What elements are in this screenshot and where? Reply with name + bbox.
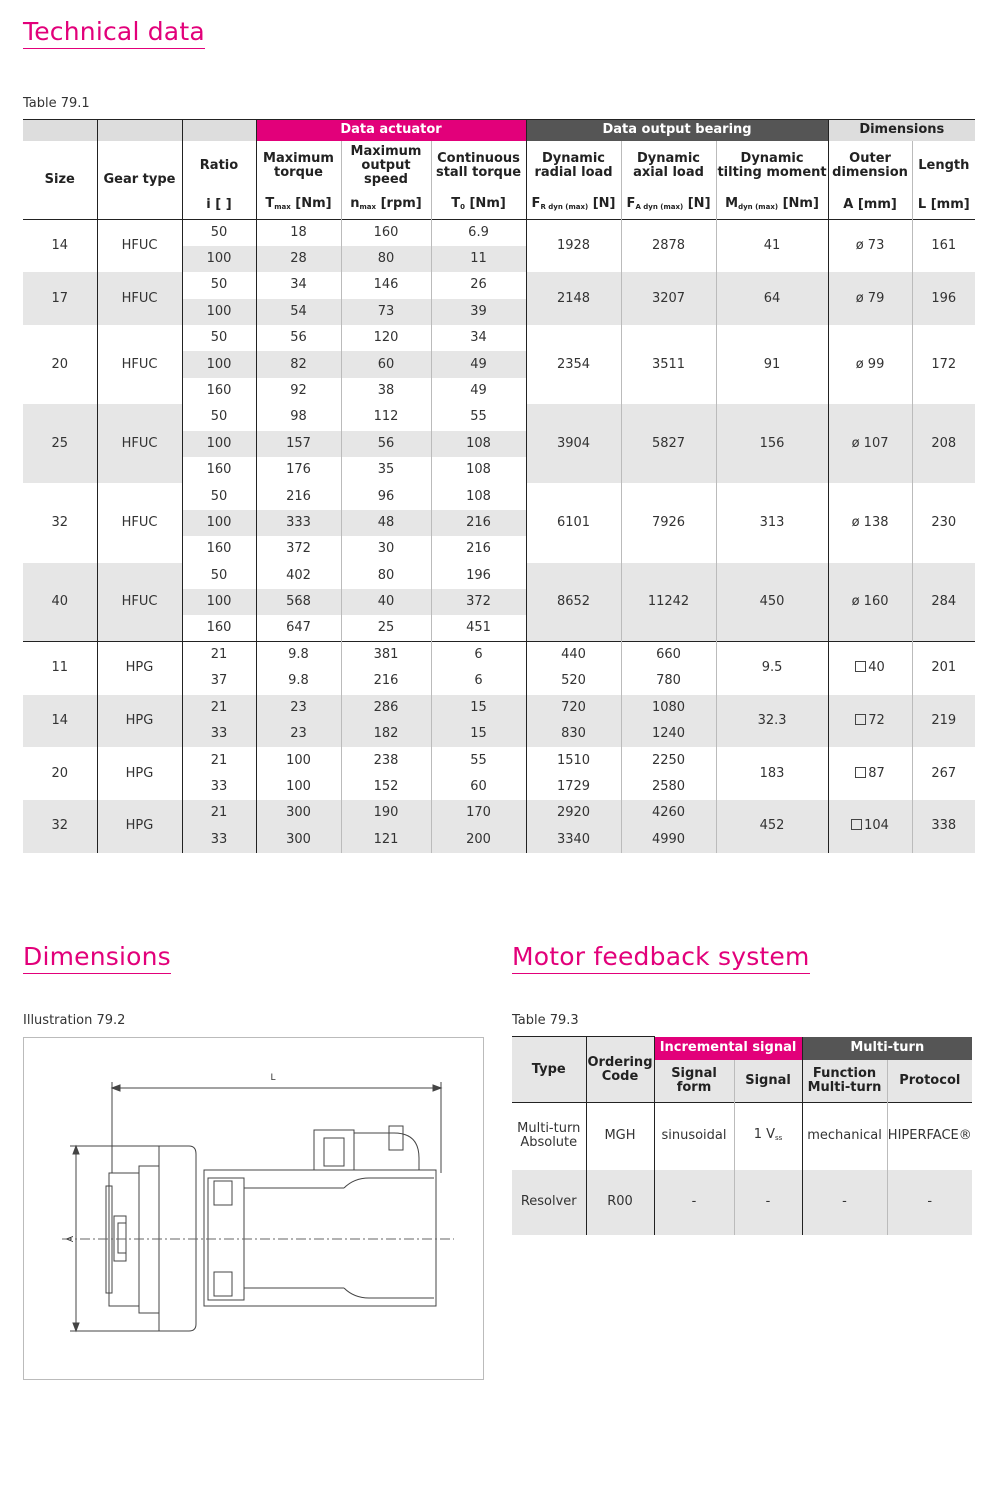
- cell-max-speed: 182: [341, 721, 431, 747]
- cell-outer-dimension: ø 79: [828, 272, 912, 325]
- unit-tilting: $M_{dyn (max)}$ [Nm]: [716, 192, 828, 220]
- cell-gear-type: HPG: [97, 695, 182, 748]
- unit-speed: $n_{max}$ [rpm]: [341, 192, 431, 220]
- cell-radial-load: 720: [526, 695, 621, 721]
- col-signal-form-header: Signal form: [654, 1060, 734, 1103]
- cell-max-speed: 96: [341, 483, 431, 509]
- illustration-79-2-caption: Illustration 79.2: [23, 1013, 126, 1028]
- cell-ratio: 160: [182, 536, 256, 562]
- col-axial-load-header: Dynamic axial load: [621, 141, 716, 192]
- cell-length: 196: [912, 272, 975, 325]
- cell-radial-load: 1729: [526, 774, 621, 800]
- cell-tilting-moment: 450: [716, 563, 828, 642]
- cell-length: 230: [912, 483, 975, 562]
- cell-max-speed: 121: [341, 826, 431, 852]
- cell-signal-form: sinusoidal: [654, 1103, 734, 1170]
- cell-tilting-moment: 41: [716, 220, 828, 273]
- cell-outer-dimension: ø 160: [828, 563, 912, 642]
- cell-ratio: 33: [182, 721, 256, 747]
- cell-axial-load: 2580: [621, 774, 716, 800]
- cell-radial-load: 3904: [526, 404, 621, 483]
- cell-stall-torque: 108: [431, 483, 526, 509]
- cell-size: 32: [23, 483, 97, 562]
- cell-stall-torque: 55: [431, 404, 526, 430]
- cell-max-torque: 372: [256, 536, 341, 562]
- cell-axial-load: 660: [621, 642, 716, 668]
- dimension-drawing: [23, 1037, 484, 1380]
- cell-axial-load: 4260: [621, 800, 716, 826]
- cell-outer-dimension: 72: [828, 695, 912, 748]
- cell-stall-torque: 26: [431, 272, 526, 298]
- cell-outer-dimension: 40: [828, 642, 912, 695]
- cell-stall-torque: 49: [431, 351, 526, 377]
- cell-radial-load: 1510: [526, 747, 621, 773]
- cell-axial-load: 7926: [621, 483, 716, 562]
- cell-ratio: 50: [182, 483, 256, 509]
- cell-gear-type: HFUC: [97, 483, 182, 562]
- cell-stall-torque: 60: [431, 774, 526, 800]
- unit-length: L [mm]: [912, 192, 975, 220]
- unit-radial: $F_{R dyn (max)}$ [N]: [526, 192, 621, 220]
- cell-max-speed: 38: [341, 378, 431, 404]
- cell-radial-load: 6101: [526, 483, 621, 562]
- cell-stall-torque: 39: [431, 299, 526, 325]
- square-symbol-icon: [855, 767, 866, 778]
- cell-size: 40: [23, 563, 97, 642]
- cell-ratio: 33: [182, 826, 256, 852]
- cell-code: R00: [586, 1170, 654, 1235]
- cell-axial-load: 2250: [621, 747, 716, 773]
- cell-outer-dimension: ø 73: [828, 220, 912, 273]
- cell-max-torque: 23: [256, 721, 341, 747]
- cell-max-torque: 56: [256, 325, 341, 351]
- cell-max-torque: 216: [256, 483, 341, 509]
- col-size-header: Size: [44, 171, 75, 187]
- cell-size: 20: [23, 747, 97, 800]
- cell-type: Multi-turn Absolute: [517, 1121, 581, 1151]
- table-row: [23, 220, 975, 246]
- col-ordering-code-header: Ordering Code: [586, 1037, 654, 1103]
- cell-length: 161: [912, 220, 975, 273]
- label-l: L: [270, 1073, 276, 1083]
- cell-radial-load: 2148: [526, 272, 621, 325]
- cell-length: 284: [912, 563, 975, 642]
- cell-code: MGH: [586, 1103, 654, 1170]
- cell-gear-type: HFUC: [97, 404, 182, 483]
- cell-max-torque: 157: [256, 431, 341, 457]
- technical-data-table: [23, 119, 975, 853]
- label-a: A: [66, 1235, 76, 1243]
- col-radial-load-header: Dynamic radial load: [526, 141, 621, 192]
- cell-axial-load: 1080: [621, 695, 716, 721]
- table-row: [23, 642, 975, 668]
- table-row: [23, 272, 975, 298]
- cell-ratio: 100: [182, 589, 256, 615]
- cell-gear-type: HFUC: [97, 272, 182, 325]
- unit-stall: $T_0$ [Nm]: [431, 192, 526, 220]
- cell-gear-type: HPG: [97, 747, 182, 800]
- cell-stall-torque: 108: [431, 431, 526, 457]
- cell-max-speed: 160: [341, 220, 431, 246]
- group-data-actuator: Data actuator: [256, 120, 526, 141]
- cell-max-torque: 647: [256, 615, 341, 641]
- square-symbol-icon: [855, 661, 866, 672]
- unit-axial: $F_{A dyn (max)}$ [N]: [621, 192, 716, 220]
- cell-ratio: 160: [182, 457, 256, 483]
- cell-max-speed: 73: [341, 299, 431, 325]
- unit-ratio: i [ ]: [182, 192, 256, 220]
- cell-axial-load: 5827: [621, 404, 716, 483]
- cell-max-torque: 54: [256, 299, 341, 325]
- cell-max-speed: 238: [341, 747, 431, 773]
- cell-tilting-moment: 183: [716, 747, 828, 800]
- col-stall-torque-header: Continuous stall torque: [431, 141, 526, 192]
- cell-length: 267: [912, 747, 975, 800]
- header-spacer: [23, 120, 97, 141]
- cell-stall-torque: 34: [431, 325, 526, 351]
- cell-size: 32: [23, 800, 97, 853]
- cell-max-torque: 333: [256, 510, 341, 536]
- table-row: [23, 404, 975, 430]
- cell-tilting-moment: 91: [716, 325, 828, 404]
- cell-max-speed: 190: [341, 800, 431, 826]
- table-row: [23, 695, 975, 721]
- col-signal-header: Signal: [734, 1060, 802, 1103]
- unit-torque: $T_{max}$ [Nm]: [256, 192, 341, 220]
- cell-radial-load: 2354: [526, 325, 621, 404]
- cell-max-speed: 216: [341, 668, 431, 694]
- cell-radial-load: 520: [526, 668, 621, 694]
- header-spacer: [97, 120, 182, 141]
- cell-stall-torque: 15: [431, 695, 526, 721]
- cell-length: 201: [912, 642, 975, 695]
- col-protocol-header: Protocol: [887, 1060, 972, 1103]
- table-row: [23, 800, 975, 826]
- cell-stall-torque: 108: [431, 457, 526, 483]
- cell-stall-torque: 216: [431, 510, 526, 536]
- cell-tilting-moment: 156: [716, 404, 828, 483]
- cell-max-torque: 28: [256, 246, 341, 272]
- col-length-header: Length: [912, 141, 975, 192]
- cell-max-speed: 286: [341, 695, 431, 721]
- actuator-drawing: [24, 1038, 483, 1379]
- cell-max-torque: 300: [256, 800, 341, 826]
- cell-outer-dimension: 104: [828, 800, 912, 853]
- cell-ratio: 100: [182, 431, 256, 457]
- cell-ratio: 100: [182, 351, 256, 377]
- cell-signal: -: [734, 1170, 802, 1235]
- cell-stall-torque: 6: [431, 668, 526, 694]
- cell-max-torque: 92: [256, 378, 341, 404]
- header-spacer: [182, 120, 256, 141]
- cell-max-speed: 112: [341, 404, 431, 430]
- cell-max-speed: 48: [341, 510, 431, 536]
- cell-axial-load: 11242: [621, 563, 716, 642]
- cell-size: 14: [23, 695, 97, 748]
- cell-tilting-moment: 452: [716, 800, 828, 853]
- cell-function: mechanical: [802, 1103, 887, 1170]
- cell-ratio: 33: [182, 774, 256, 800]
- table-row: [23, 747, 975, 773]
- cell-max-speed: 146: [341, 272, 431, 298]
- cell-size: 17: [23, 272, 97, 325]
- cell-radial-load: 440: [526, 642, 621, 668]
- cell-max-torque: 176: [256, 457, 341, 483]
- cell-ratio: 50: [182, 220, 256, 246]
- col-function-header: Function Multi-turn: [802, 1060, 887, 1103]
- cell-ratio: 50: [182, 563, 256, 589]
- table-row: [512, 1103, 972, 1170]
- cell-axial-load: 1240: [621, 721, 716, 747]
- cell-max-speed: 56: [341, 431, 431, 457]
- cell-ratio: 21: [182, 800, 256, 826]
- table-row: [23, 483, 975, 509]
- cell-function: -: [802, 1170, 887, 1235]
- cell-radial-load: 3340: [526, 826, 621, 852]
- cell-outer-dimension: 87: [828, 747, 912, 800]
- cell-max-torque: 402: [256, 563, 341, 589]
- dimensions-heading: Dimensions: [23, 943, 171, 974]
- cell-stall-torque: 170: [431, 800, 526, 826]
- motor-feedback-heading: Motor feedback system: [512, 943, 810, 974]
- cell-radial-load: 8652: [526, 563, 621, 642]
- cell-ratio: 50: [182, 272, 256, 298]
- col-ratio-header: Ratio: [182, 141, 256, 192]
- table-79-1-caption: Table 79.1: [23, 96, 90, 111]
- col-max-speed-header: Maximum output speed: [341, 141, 431, 192]
- cell-outer-dimension: ø 107: [828, 404, 912, 483]
- cell-max-torque: 34: [256, 272, 341, 298]
- cell-stall-torque: 15: [431, 721, 526, 747]
- group-dimensions: Dimensions: [828, 120, 975, 141]
- col-outer-dimension-header: Outer dimension: [828, 141, 912, 192]
- col-gear-type-header: Gear type: [97, 141, 182, 220]
- cell-tilting-moment: 9.5: [716, 642, 828, 695]
- cell-max-torque: 9.8: [256, 668, 341, 694]
- cell-protocol: -: [887, 1170, 972, 1235]
- unit-outer: A [mm]: [828, 192, 912, 220]
- cell-ratio: 160: [182, 615, 256, 641]
- cell-max-speed: 80: [341, 563, 431, 589]
- cell-tilting-moment: 313: [716, 483, 828, 562]
- group-multi-turn: Multi-turn: [802, 1037, 972, 1060]
- cell-outer-dimension: ø 99: [828, 325, 912, 404]
- cell-max-speed: 80: [341, 246, 431, 272]
- cell-gear-type: HFUC: [97, 325, 182, 404]
- cell-max-torque: 18: [256, 220, 341, 246]
- col-type-header: Type: [512, 1037, 586, 1103]
- cell-size: 25: [23, 404, 97, 483]
- table-row: [512, 1170, 972, 1235]
- cell-size: 20: [23, 325, 97, 404]
- cell-type: Resolver: [520, 1194, 577, 1209]
- cell-size: 11: [23, 642, 97, 695]
- cell-max-speed: 60: [341, 351, 431, 377]
- cell-stall-torque: 6.9: [431, 220, 526, 246]
- cell-stall-torque: 372: [431, 589, 526, 615]
- cell-max-speed: 381: [341, 642, 431, 668]
- cell-size: 14: [23, 220, 97, 273]
- cell-stall-torque: 216: [431, 536, 526, 562]
- cell-length: 172: [912, 325, 975, 404]
- square-symbol-icon: [851, 819, 862, 830]
- cell-axial-load: 3207: [621, 272, 716, 325]
- cell-max-speed: 35: [341, 457, 431, 483]
- cell-tilting-moment: 64: [716, 272, 828, 325]
- cell-ratio: 100: [182, 510, 256, 536]
- motor-feedback-table: [512, 1036, 972, 1235]
- table-row: [23, 325, 975, 351]
- cell-max-torque: 23: [256, 695, 341, 721]
- technical-data-heading: Technical data: [23, 18, 205, 49]
- cell-max-torque: 9.8: [256, 642, 341, 668]
- cell-signal: 1 $V_{ss}$: [734, 1103, 802, 1170]
- cell-radial-load: 830: [526, 721, 621, 747]
- cell-max-torque: 300: [256, 826, 341, 852]
- cell-axial-load: 780: [621, 668, 716, 694]
- cell-ratio: 21: [182, 747, 256, 773]
- cell-stall-torque: 49: [431, 378, 526, 404]
- col-max-torque-header: Maximum torque: [256, 141, 341, 192]
- cell-ratio: 160: [182, 378, 256, 404]
- cell-ratio: 100: [182, 299, 256, 325]
- cell-length: 208: [912, 404, 975, 483]
- group-incremental-signal: Incremental signal: [654, 1037, 802, 1060]
- cell-max-torque: 568: [256, 589, 341, 615]
- cell-axial-load: 4990: [621, 826, 716, 852]
- cell-gear-type: HFUC: [97, 563, 182, 642]
- table-row: [23, 563, 975, 589]
- cell-max-speed: 40: [341, 589, 431, 615]
- cell-signal-form: -: [654, 1170, 734, 1235]
- cell-ratio: 21: [182, 642, 256, 668]
- cell-max-speed: 30: [341, 536, 431, 562]
- cell-stall-torque: 11: [431, 246, 526, 272]
- cell-length: 219: [912, 695, 975, 748]
- cell-max-torque: 100: [256, 774, 341, 800]
- cell-gear-type: HFUC: [97, 220, 182, 273]
- col-tilting-moment-header: Dynamic tilting moment: [716, 141, 828, 192]
- cell-length: 338: [912, 800, 975, 853]
- cell-gear-type: HPG: [97, 800, 182, 853]
- cell-ratio: 100: [182, 246, 256, 272]
- table-79-3-caption: Table 79.3: [512, 1013, 579, 1028]
- cell-gear-type: HPG: [97, 642, 182, 695]
- cell-tilting-moment: 32.3: [716, 695, 828, 748]
- cell-stall-torque: 196: [431, 563, 526, 589]
- cell-max-speed: 120: [341, 325, 431, 351]
- cell-stall-torque: 200: [431, 826, 526, 852]
- cell-max-speed: 25: [341, 615, 431, 641]
- cell-max-torque: 82: [256, 351, 341, 377]
- cell-stall-torque: 55: [431, 747, 526, 773]
- cell-ratio: 50: [182, 325, 256, 351]
- cell-axial-load: 3511: [621, 325, 716, 404]
- cell-stall-torque: 6: [431, 642, 526, 668]
- cell-max-torque: 98: [256, 404, 341, 430]
- group-data-output-bearing: Data output bearing: [526, 120, 828, 141]
- cell-max-speed: 152: [341, 774, 431, 800]
- cell-stall-torque: 451: [431, 615, 526, 641]
- cell-max-torque: 100: [256, 747, 341, 773]
- cell-ratio: 50: [182, 404, 256, 430]
- cell-radial-load: 1928: [526, 220, 621, 273]
- square-symbol-icon: [855, 714, 866, 725]
- cell-outer-dimension: ø 138: [828, 483, 912, 562]
- cell-radial-load: 2920: [526, 800, 621, 826]
- cell-protocol: HIPERFACE®: [887, 1103, 972, 1170]
- cell-ratio: 37: [182, 668, 256, 694]
- cell-ratio: 21: [182, 695, 256, 721]
- cell-axial-load: 2878: [621, 220, 716, 273]
